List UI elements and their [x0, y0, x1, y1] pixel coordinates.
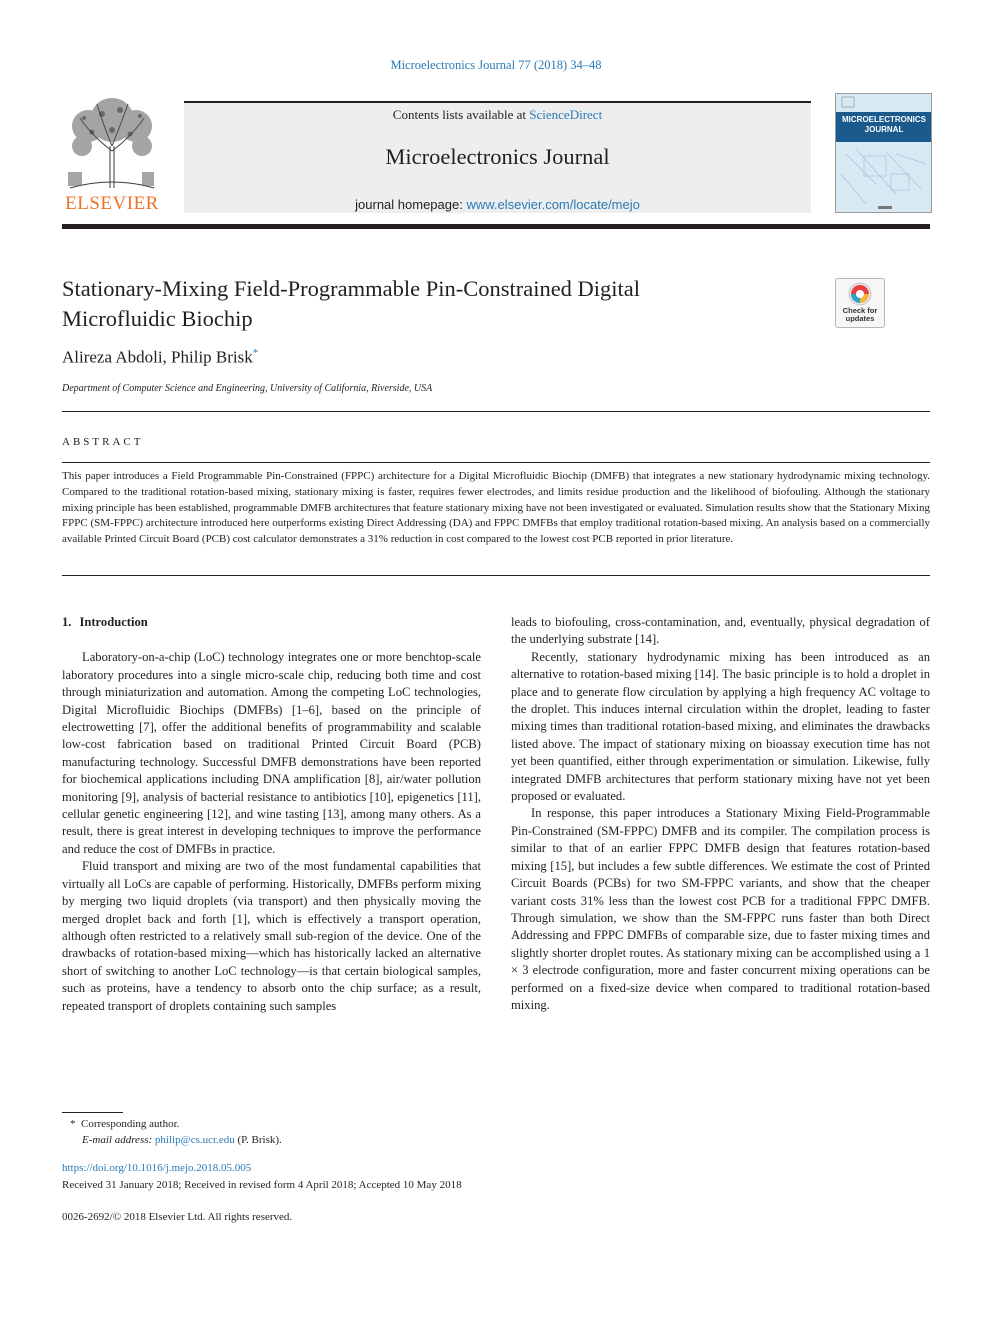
crossmark-icon — [836, 281, 884, 309]
corresponding-label: Corresponding author. — [81, 1118, 180, 1130]
paper-title-line-2: Microfluidic Biochip — [62, 306, 253, 331]
crossmark-label: Check for updates — [842, 306, 878, 323]
journal-cover[interactable] — [835, 93, 932, 213]
cover-title: MICROELECTRONICS JOURNAL — [842, 115, 926, 134]
body-column-right — [511, 614, 930, 1014]
homepage-prefix: journal homepage: — [355, 197, 467, 212]
homepage-link[interactable]: www.elsevier.com/locate/mejo — [466, 197, 640, 212]
corresponding-author-mark[interactable]: * — [252, 347, 259, 359]
doi-link[interactable]: https://doi.org/10.1016/j.mejo.2018.05.005 — [62, 1162, 252, 1174]
journal-header-box — [184, 101, 811, 213]
email-label: E-mail address: — [82, 1134, 155, 1146]
check-for-updates-badge[interactable] — [835, 278, 885, 328]
copyright: 0026-2692/© 2018 Elsevier Ltd. All rights reserved. — [62, 1211, 293, 1223]
contents-prefix: Contents lists available at — [392, 107, 530, 122]
abstract-heading: ABSTRACT — [62, 436, 144, 448]
elsevier-logo[interactable] — [62, 96, 162, 214]
abstract-bottom-divider — [62, 575, 930, 576]
footnote-divider — [62, 1112, 123, 1113]
header-divider — [62, 224, 930, 229]
author-list — [62, 347, 258, 368]
footnote-corresponding — [70, 1118, 179, 1130]
contents-line — [184, 107, 811, 123]
abstract-text: This paper introduces a Field Programmable Pin-Constrained (FPPC) architecture for a Digital Microfluidic Biochip (DMFB) that integrates a new stationary hydrodynamic mixing technology. Compared to the traditional rotation-based mixing, stationary mixing is faster, requires fewer electrodes, and limits residue production and the likelihood of biofouling. Although the stationary mixing principle has been established, programmable DMFB architectures that feature stationary mixing have not been investigated or evaluated. Simulation results show that the Stationary Mixing FPPC (SM-FPPC) architecture introduced here outperforms existing Direct Addressing (DA) and FPPC DMFBs that employ traditional rotation-based mixing. An analysis based on a commercially available Printed Circuit Board (PCB) cost calculator demonstrates a 31% reduction in cost compared to the lowest cost PCB reported in prior literature. — [62, 470, 930, 546]
paragraph: In response, this paper introduces a Stationary Mixing Field-Programmable Pin-Constrained (SM-FPPC) DMFB and its compiler. The compilation process is similar to that of an earlier FPPC DMFB design that features rotation-based mixing [15], but includes a few subtle differences. We estimate the cost of Printed Circuit Boards (PCBs) for two SM-FPPC variants, and show that the cheaper variant costs 31% less than the lowest cost PCB for a traditional FPPC DMFB. Through simulation, we show than the SM-FPPC runs faster than both Direct Addressing and FPPC DMFBs of comparable size, due to faster mixing times and slightly shorter droplet routes. As stationary mixing can be accomplished using a 1 × 3 electrode configuration, more and faster concurrent mixing operations can be performed on a fixed-size device when compared to traditional rotation-based mixing. — [511, 806, 930, 1012]
elsevier-tree-icon — [62, 96, 162, 191]
sciencedirect-link[interactable]: ScienceDirect — [529, 107, 603, 122]
abstract-top-divider — [62, 462, 930, 463]
title-divider — [62, 411, 930, 412]
section-title: Introduction — [79, 615, 148, 629]
footnote-mark: * — [70, 1118, 76, 1130]
paragraph: leads to biofouling, cross-contamination, and, eventually, physical degradation of the underlying substrate [14]. — [511, 615, 930, 647]
journal-reference[interactable]: Microelectronics Journal 77 (2018) 34–48 — [390, 58, 602, 72]
publisher-name: ELSEVIER — [65, 193, 159, 214]
paragraph: Laboratory-on-a-chip (LoC) technology integrates one or more benchtop-scale laboratory procedures into a single micro-scale chip, reducing both time and cost through miniaturization and automation. Among the competing LoC technologies, Digital Microfluidic Biochips (DMFBs) [1–6], based on the principle of electrowetting [7], offer the additional benefits of programmability and scalable low-cost fabrication based on traditional Printed Circuit Board (PCB) manufacturing technology. Successful DMFB demonstrations have been reported for biochemical applications including DNA amplification [8], air/water pollution monitoring [9], analysis of bacterial resistance to antibiotics [10], epigenetics [11], cellular genetic engineering [12], and wine tasting [13], among many others. As a result, there is great interest in developing techniques to improve the performance and reduce the cost of DMFBs in practice. — [62, 650, 481, 856]
article-dates: Received 31 January 2018; Received in revised form 4 April 2018; Accepted 10 May 2018 — [62, 1179, 462, 1191]
author-names: Alireza Abdoli, Philip Brisk — [62, 347, 253, 367]
affiliation: Department of Computer Science and Engineering, University of California, Riverside, USA — [62, 383, 433, 394]
paragraph: Recently, stationary hydrodynamic mixing has been introduced as an alternative to rotation-based mixing [14]. The basic principle is to hold a droplet in place and to generate flow circulation by applying a high frequency AC voltage to the droplet. This induces internal circulation within the droplet, leading to faster mixing times than traditional rotation-based mixing, and eliminates the drawbacks listed above. The impact of stationary mixing on bioassay execution time has not yet been quantified, either through experimentation or simulation. Likewise, fully integrated DMFB architectures that perform stationary mixing have not yet been proposed or evaluated. — [511, 649, 930, 804]
paper-title-line-1: Stationary-Mixing Field-Programmable Pin-Constrained Digital — [62, 276, 641, 301]
email-suffix: (P. Brisk). — [234, 1134, 282, 1146]
paper-title — [62, 274, 762, 334]
homepage-line — [184, 197, 811, 212]
section-number: 1. — [62, 615, 72, 629]
section-heading — [62, 614, 481, 631]
paragraph: Fluid transport and mixing are two of the most fundamental capabilities that virtually all LoCs are capable of performing. Historically, DMFBs perform mixing by merging two liquid droplets (via transport) and then physically moving the merged droplet back and forth [1], which is effectively a transport operation, although often restricted to a relatively small sub-region of the device. One of the drawbacks of rotation-based mixing—which has historically lacked an alternative short of switching to another LoC technology—is that certain biological samples, such as proteins, have a tendency to absorb onto the chip surface; as a result, repeated transport of droplets containing such samples — [62, 859, 481, 1013]
body-column-left — [62, 614, 481, 1015]
footnote-email — [82, 1134, 282, 1146]
email-link[interactable]: philip@cs.ucr.edu — [154, 1134, 235, 1146]
journal-title: Microelectronics Journal — [385, 144, 610, 169]
